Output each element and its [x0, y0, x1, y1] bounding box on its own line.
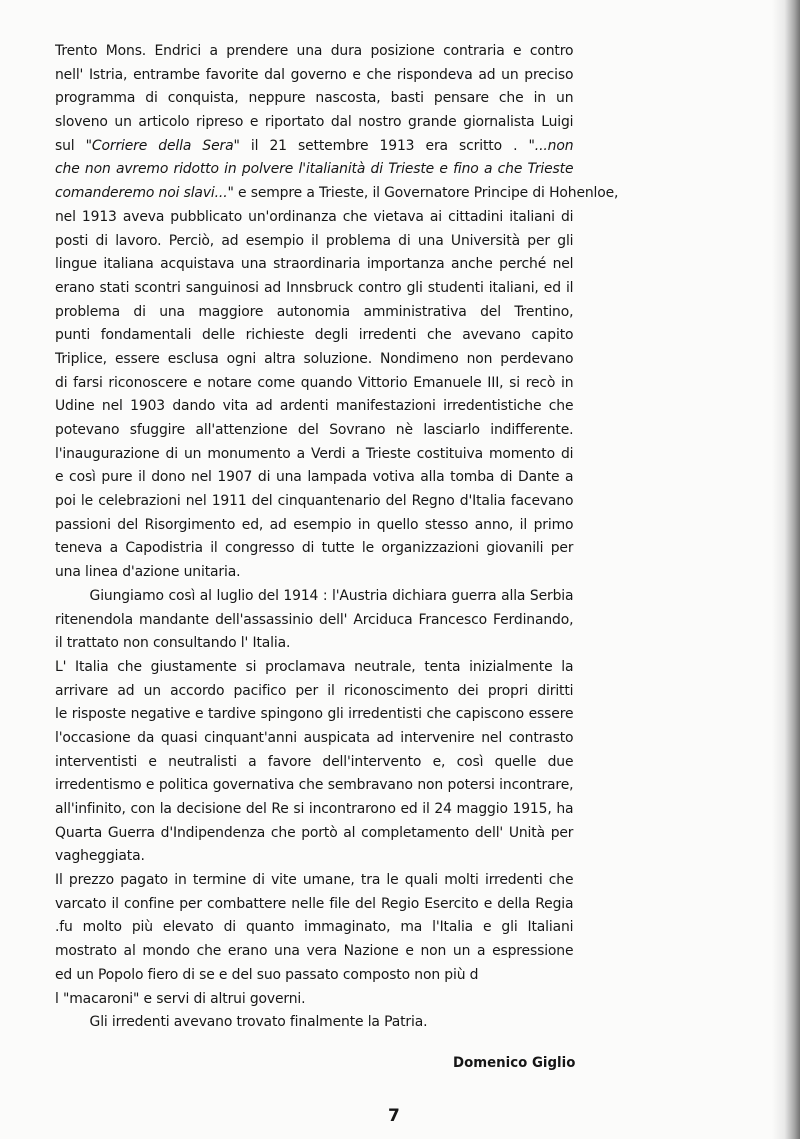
quote-follow-text: " e sempre a Trieste, il Governatore Principe di Hohenloe, — [227, 185, 619, 202]
paragraph-start: Giungiamo così al luglio del 1914 : l'Austria dichiara guerra alla Serbia — [89, 587, 574, 604]
text-line: posti di lavoro. Perciò, ad esempio il problema di una Università per gli — [55, 232, 574, 249]
text-line: le risposte negative e tardive spingono gli irredentisti che capiscono essere — [55, 706, 574, 723]
text-line: all'infinito, con la decisione del Re si incontrarono ed il 24 maggio 1915, ha — [55, 801, 574, 817]
text-line: poi le celebrazioni nel 1911 del cinquantenario del Regno d'Italia facevano — [55, 493, 574, 510]
closing-line: Gli irredenti avevano trovato finalmente la Patria. — [89, 1014, 428, 1031]
text-line: .fu molto più elevato di quanto immaginato, ma l'Italia e gli Italiani — [55, 919, 574, 936]
text-line: il trattato non consultando l' Italia. — [55, 635, 291, 652]
paragraph-start: Il prezzo pagato in termine di vite umane, tra le quali molti irredenti che — [55, 872, 574, 889]
quote-text: comanderemo noi slavi... — [55, 185, 228, 202]
text-line: l'inaugurazione di un monumento a Verdi a Trieste costituiva momento di — [55, 445, 574, 462]
text-line: Quarta Guerra d'Indipendenza che portò al completamento dell' Unità per — [55, 824, 574, 841]
text-line-quote-end — [55, 182, 619, 206]
text-line: ritenendola mandante dell'assassinio dell' Arciduca Francesco Ferdinando, — [55, 611, 574, 628]
text-line: mostrato al mondo che erano una vera Nazione e non un a espressione — [55, 943, 574, 960]
quote-text: che non avremo ridotto in polvere l'italianità di Trieste e fino a che Trieste — [55, 161, 574, 178]
text-line-quote-start — [55, 135, 573, 159]
text-line: problema di una maggiore autonomia amministrativa del Trentino, — [55, 303, 574, 320]
text-line: programma di conquista, neppure nascosta, basti pensare che in un — [55, 90, 574, 107]
text-line: passioni del Risorgimento ed, ad esempio in quello stesso anno, il primo — [55, 516, 574, 533]
text-line: potevano sfuggire all'attenzione del Sovrano nè lasciarlo indifferente. — [55, 422, 574, 438]
text-line: di farsi riconoscere e notare come quando Vittorio Emanuele III, si recò in — [55, 374, 574, 391]
text-line: arrivare ad un accordo pacifico per il riconoscimento dei propri diritti — [55, 682, 574, 699]
quote-date-text: " il 21 settembre 1913 era scritto . " — [233, 137, 535, 154]
body-text — [55, 40, 619, 1035]
text-line: ed un Popolo fiero di se e del suo passato composto non più d — [55, 966, 479, 983]
quote-lead-text: sul " — [55, 137, 92, 154]
author-signature: Domenico Giglio — [453, 1055, 576, 1071]
text-line: punti fondamentali delle richieste degli irredenti che avevano capito — [55, 327, 574, 344]
text-line: Triplice, essere esclusa ogni altra soluzione. Nondimeno non perdevano — [55, 350, 574, 367]
scan-edge-shadow — [772, 0, 800, 1139]
text-line: l "macaroni" e servi di altrui governi. — [55, 990, 306, 1007]
text-line: lingue italiana acquistava una straordinaria importanza anche perché nel — [55, 256, 574, 273]
text-line: sloveno un articolo ripreso e riportato dal nostro grande giornalista Luigi — [55, 114, 574, 131]
text-line: irredentismo e politica governativa che sembravano non potersi incontrare, — [55, 777, 574, 794]
text-line: varcato il confine per combattere nelle file del Regio Esercito e della Regia — [55, 895, 574, 912]
text-line: una linea d'azione unitaria. — [55, 564, 241, 581]
page-number: 7 — [388, 1106, 400, 1126]
paragraph-start: L' Italia che giustamente si proclamava neutrale, tenta inizialmente la — [55, 658, 574, 675]
text-line: teneva a Capodistria il congresso di tutte le organizzazioni giovanili per — [55, 540, 574, 557]
text-line: nell' Istria, entrambe favorite dal governo e che rispondeva ad un preciso — [55, 66, 574, 83]
text-line: Trento Mons. Endrici a prendere una dura posizione contraria e contro — [55, 43, 574, 59]
text-line: l'occasione da quasi cinquant'anni auspicata ad intervenire nel contrasto — [55, 729, 574, 746]
text-line: e così pure il dono nel 1907 di una lampada votiva alla tomba di Dante a — [55, 469, 574, 486]
text-line-quote — [55, 158, 573, 182]
text-line: interventisti e neutralisti a favore dell'intervento e, così quelle due — [55, 753, 574, 770]
text-line: Udine nel 1903 dando vita ad ardenti manifestazioni irredentistiche che — [55, 398, 574, 415]
text-line: nel 1913 aveva pubblicato un'ordinanza che vietava ai cittadini italiani di — [55, 208, 574, 225]
text-line: erano stati scontri sanguinosi ad Innsbruck contro gli studenti italiani, ed il — [55, 279, 574, 296]
quote-text: ...non — [534, 137, 574, 154]
newspaper-title: Corriere della Sera — [91, 137, 234, 154]
text-line: vagheggiata. — [55, 848, 145, 865]
